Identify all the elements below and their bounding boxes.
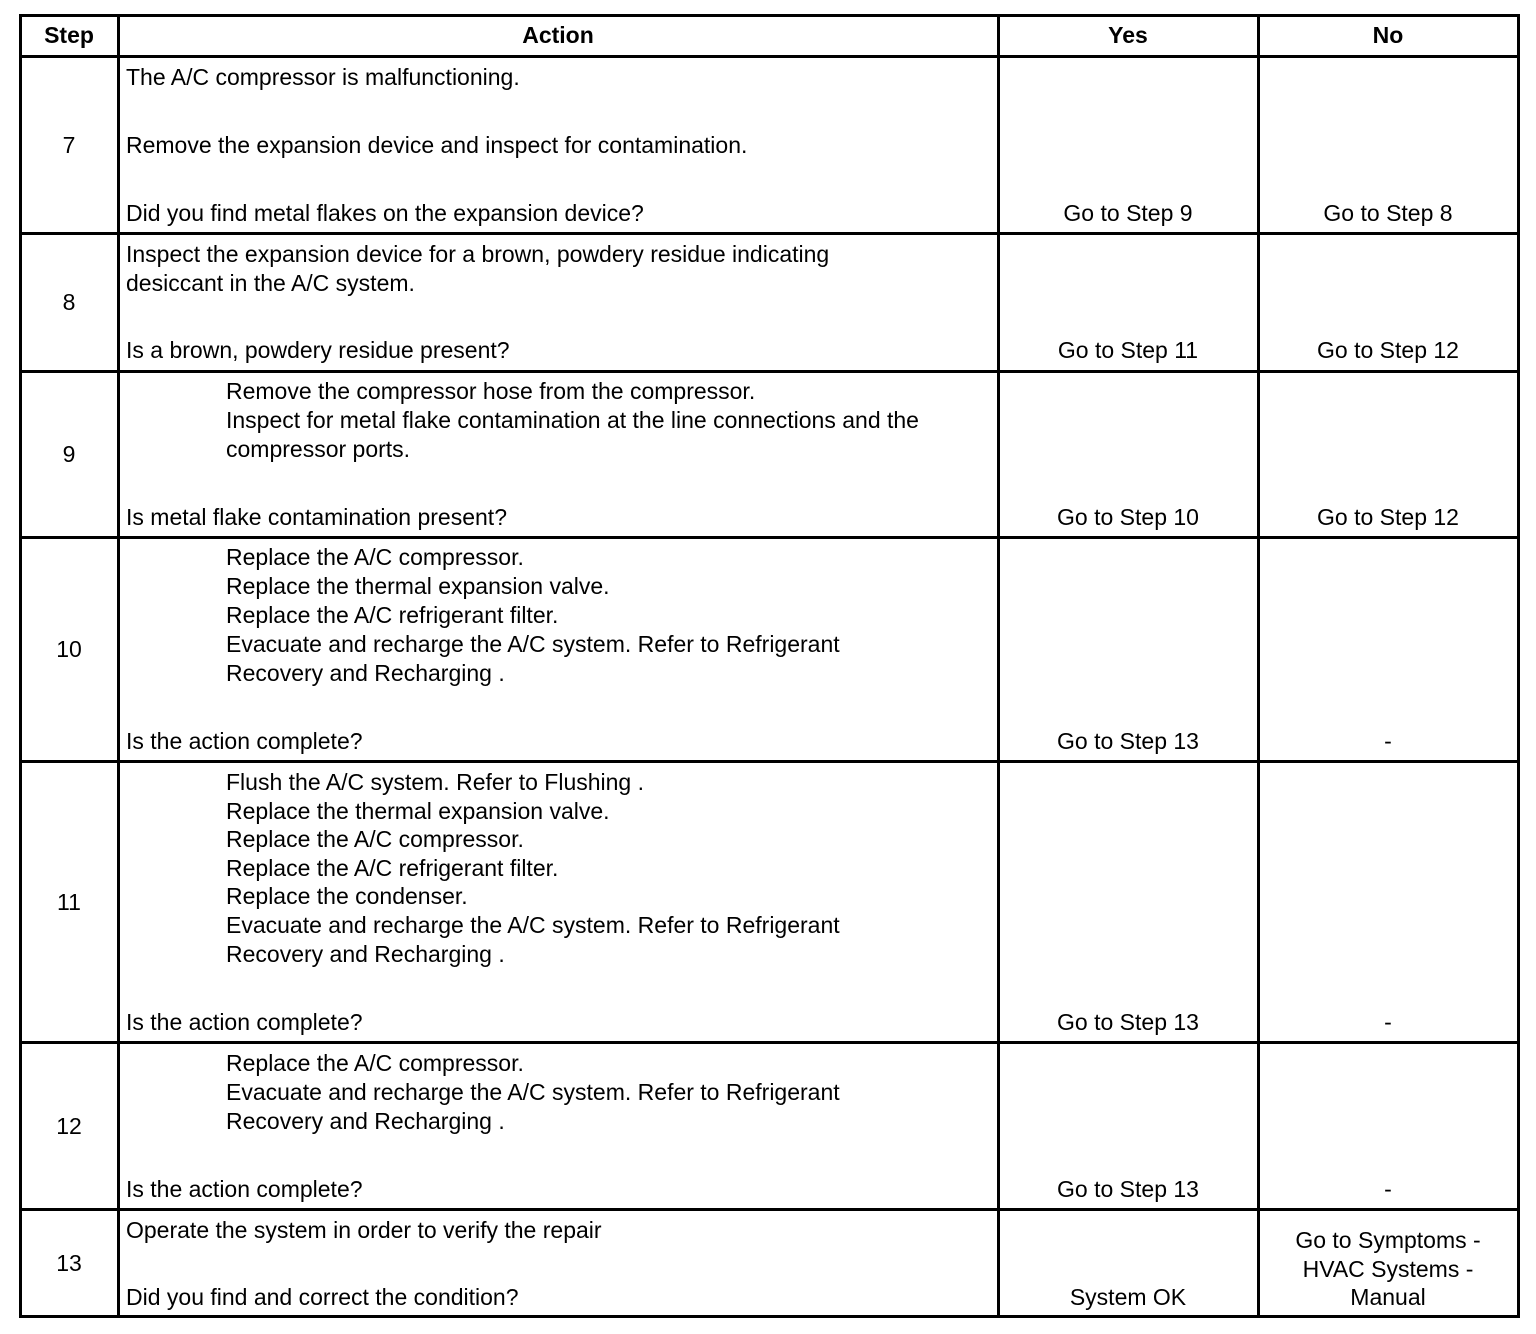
action-text: Replace the A/C refrigerant filter. (226, 855, 559, 881)
yes-result: Go to Step 13 (1057, 1009, 1199, 1035)
no-result: Manual (1350, 1284, 1426, 1310)
step-number: 9 (62, 441, 76, 467)
no-result: Go to Step 8 (1323, 200, 1453, 226)
table-row-border (19, 536, 1520, 539)
action-text: Replace the A/C compressor. (226, 544, 524, 570)
action-text: Replace the A/C refrigerant filter. (226, 602, 559, 628)
header-yes: Yes (1108, 22, 1148, 48)
step-number: 8 (62, 289, 76, 315)
action-text: Replace the thermal expansion valve. (226, 798, 610, 824)
no-result: Go to Step 12 (1317, 337, 1459, 363)
table-row-border (19, 55, 1520, 58)
no-result: HVAC Systems - (1302, 1256, 1474, 1282)
action-text: Evacuate and recharge the A/C system. Refer to Refrigerant (226, 631, 840, 657)
action-text: Evacuate and recharge the A/C system. Refer to Refrigerant (226, 1079, 840, 1105)
action-text: Replace the A/C compressor. (226, 826, 524, 852)
no-result: - (1384, 728, 1392, 754)
no-result: - (1384, 1009, 1392, 1035)
action-text: Is the action complete? (126, 1176, 363, 1202)
action-text: Remove the expansion device and inspect for contamination. (126, 132, 748, 158)
table-row-border (19, 370, 1520, 373)
no-result: Go to Symptoms - (1295, 1227, 1481, 1253)
step-number: 12 (56, 1112, 82, 1139)
step-number: 11 (57, 888, 81, 915)
table-row-border (19, 14, 1520, 17)
yes-result: Go to Step 10 (1057, 504, 1199, 530)
table-row-border (19, 1041, 1520, 1044)
yes-result: Go to Step 9 (1063, 200, 1193, 226)
yes-result: Go to Step 13 (1057, 728, 1199, 754)
no-result: - (1384, 1176, 1392, 1202)
action-text: Remove the compressor hose from the compressor. (226, 378, 756, 404)
action-text: Is a brown, powdery residue present? (126, 337, 510, 363)
header-no: No (1372, 22, 1404, 48)
action-text: Is the action complete? (126, 1009, 363, 1035)
action-text: Replace the condenser. (226, 883, 468, 909)
no-result: Go to Step 12 (1317, 504, 1459, 530)
action-text: Recovery and Recharging . (226, 1108, 505, 1134)
action-text: Replace the thermal expansion valve. (226, 573, 610, 599)
yes-result: Go to Step 11 (1057, 337, 1199, 363)
action-text: Did you find metal flakes on the expansion device? (126, 200, 644, 226)
action-text: desiccant in the A/C system. (126, 270, 415, 296)
action-text: Evacuate and recharge the A/C system. Refer to Refrigerant (226, 912, 840, 938)
step-number: 13 (56, 1249, 82, 1276)
action-text: Is metal flake contamination present? (126, 504, 507, 530)
action-text: Inspect for metal flake contamination at the line connections and the (226, 407, 919, 433)
action-text: The A/C compressor is malfunctioning. (126, 64, 520, 90)
header-step: Step (44, 22, 94, 48)
action-text: Operate the system in order to verify the repair (126, 1217, 602, 1243)
step-number: 7 (62, 131, 76, 158)
step-number: 10 (56, 636, 82, 662)
yes-result: Go to Step 13 (1057, 1176, 1199, 1202)
table-row-border (19, 232, 1520, 235)
action-text: Did you find and correct the condition? (126, 1284, 519, 1310)
action-text: Recovery and Recharging . (226, 660, 505, 686)
table-row-border (19, 1315, 1520, 1318)
action-text: Recovery and Recharging . (226, 941, 505, 967)
action-text: Is the action complete? (126, 728, 363, 754)
header-action: Action (522, 22, 594, 48)
table-row-border (19, 1208, 1520, 1211)
table-row-border (19, 760, 1520, 763)
action-text: Flush the A/C system. Refer to Flushing . (226, 769, 644, 795)
yes-result: System OK (1069, 1284, 1187, 1310)
action-text: Inspect the expansion device for a brown, powdery residue indicating (126, 241, 830, 267)
action-text: compressor ports. (226, 436, 411, 462)
action-text: Replace the A/C compressor. (226, 1050, 524, 1076)
